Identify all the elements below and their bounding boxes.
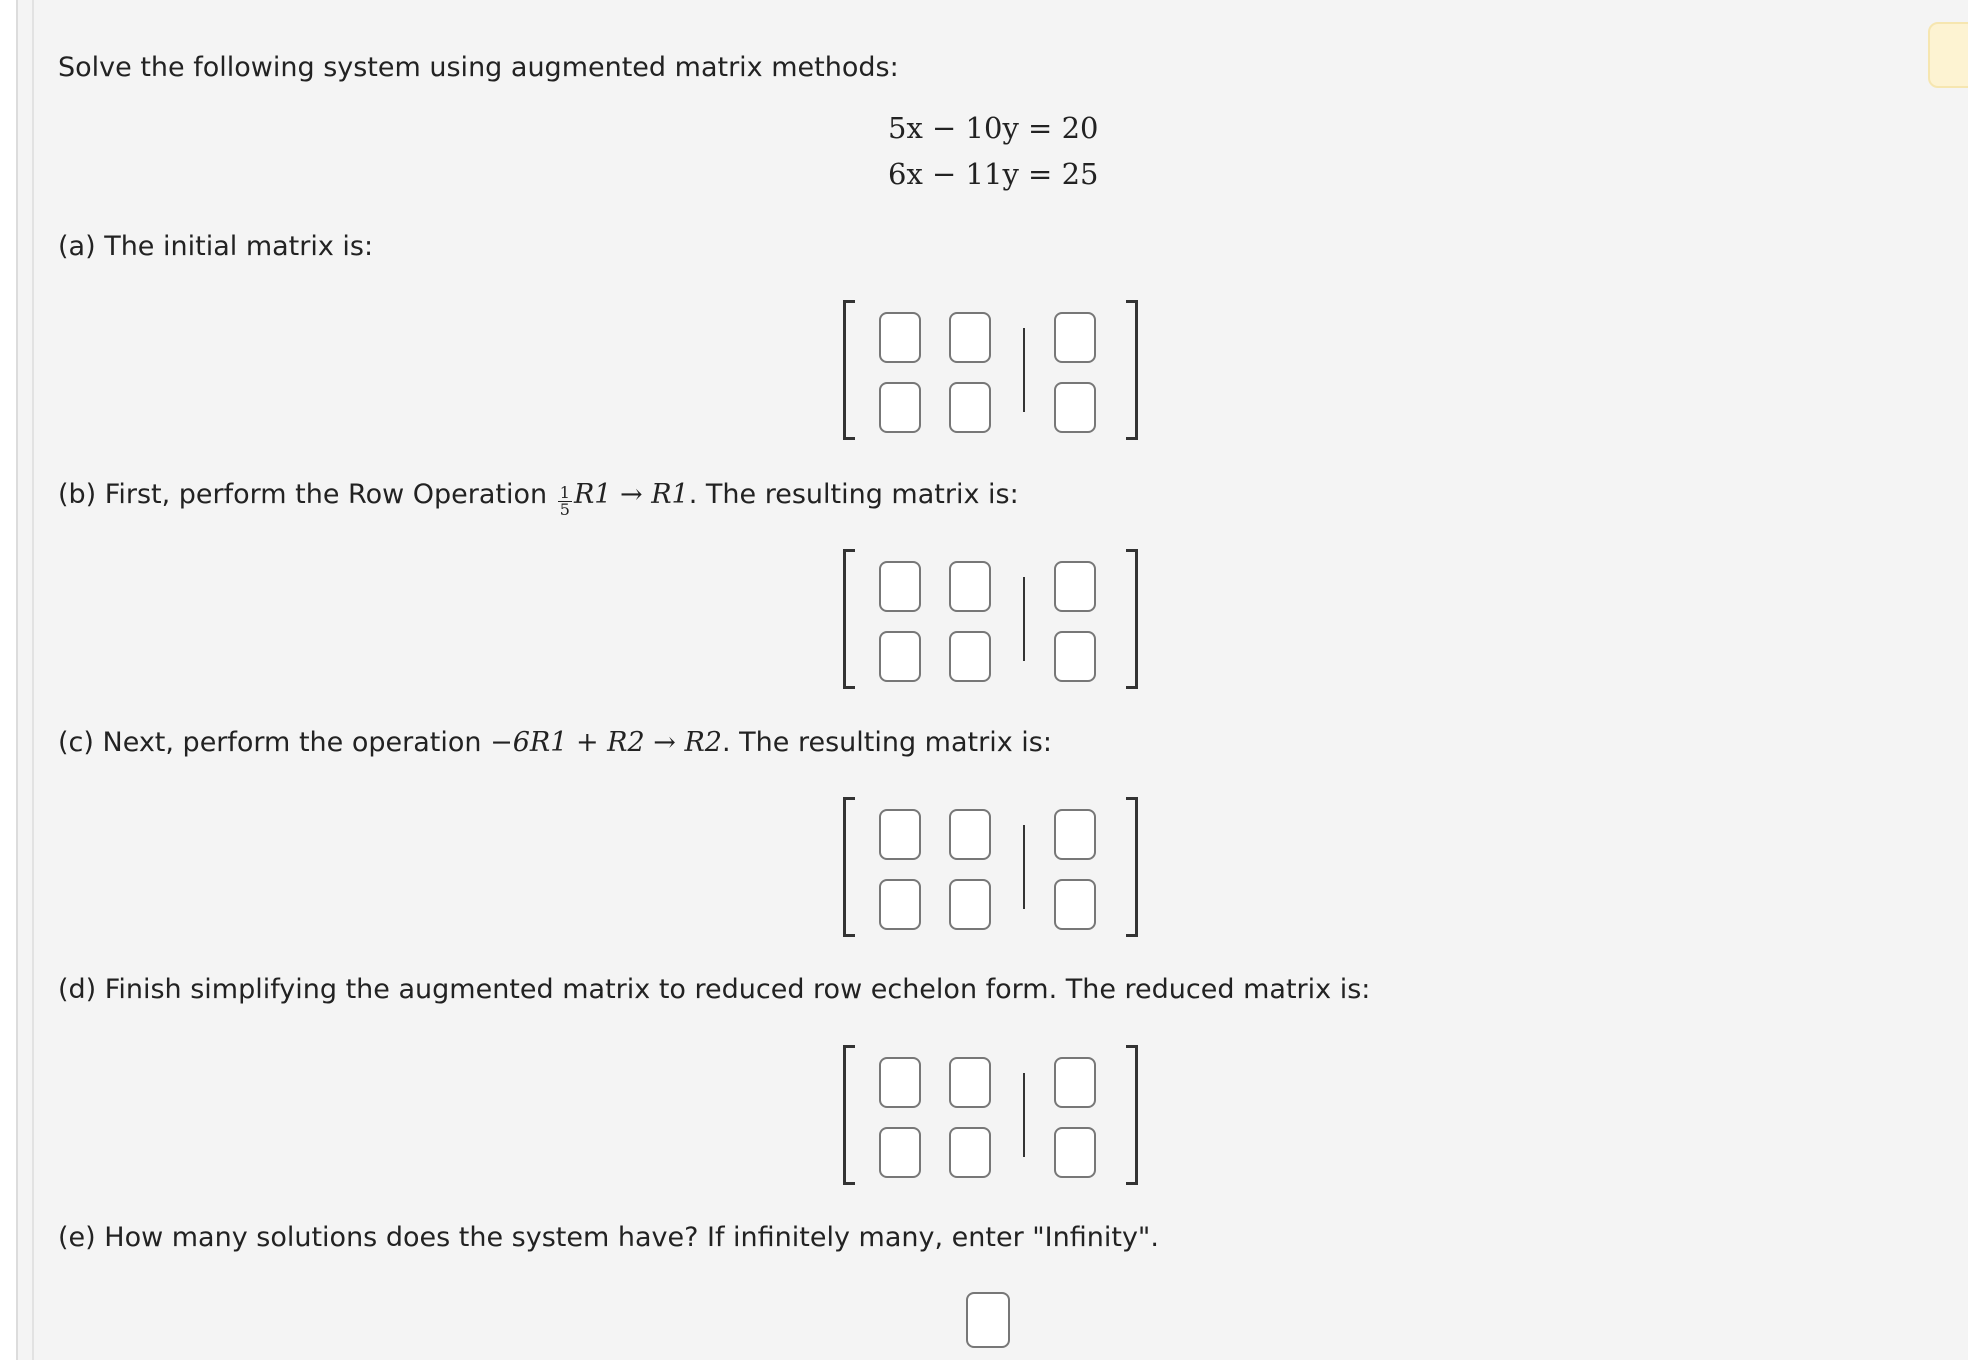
right-bracket <box>1126 549 1138 689</box>
matrix-a-r1c3-input[interactable] <box>1054 312 1096 363</box>
part-c-prefix: (c) Next, perform the operation <box>58 727 482 758</box>
part-b-operation: R1 → R1 <box>573 479 689 510</box>
augment-bar <box>1023 825 1025 909</box>
part-c-label <box>58 725 1052 761</box>
augment-bar <box>1023 577 1025 661</box>
left-margin <box>0 0 18 1360</box>
matrix-b-r1c3-input[interactable] <box>1054 561 1096 612</box>
left-bracket <box>843 797 855 937</box>
part-d-label: (d) Finish simplifying the augmented matrix to reduced row echelon form. The reduced matrix is: <box>58 974 1371 1005</box>
part-e-label: (e) How many solutions does the system have? If infinitely many, enter "Infinity". <box>58 1222 1159 1253</box>
matrix-a-r2c2-input[interactable] <box>949 382 991 433</box>
equation-1-rhs: = 20 <box>1028 111 1099 145</box>
matrix-d-r1c1-input[interactable] <box>879 1057 921 1108</box>
matrix-b-r1c2-input[interactable] <box>949 561 991 612</box>
matrix-d-r2c2-input[interactable] <box>949 1127 991 1178</box>
matrix-c-r2c3-input[interactable] <box>1054 879 1096 930</box>
left-bracket <box>843 300 855 440</box>
right-bracket <box>1126 1045 1138 1185</box>
matrix-b-r1c1-input[interactable] <box>879 561 921 612</box>
fraction-denominator: 5 <box>559 500 570 519</box>
equation-1 <box>888 110 1098 146</box>
part-b-suffix: . The resulting matrix is: <box>688 479 1019 510</box>
matrix-d-r2c1-input[interactable] <box>879 1127 921 1178</box>
augment-bar <box>1023 1073 1025 1157</box>
matrix-a-r1c2-input[interactable] <box>949 312 991 363</box>
matrix-d-r1c2-input[interactable] <box>949 1057 991 1108</box>
part-b-prefix: (b) First, perform the Row Operation <box>58 479 548 510</box>
matrix-c-r1c2-input[interactable] <box>949 809 991 860</box>
part-a-label: (a) The initial matrix is: <box>58 231 374 262</box>
matrix-b <box>843 549 1138 689</box>
matrix-d-r1c3-input[interactable] <box>1054 1057 1096 1108</box>
matrix-d <box>843 1045 1138 1185</box>
fraction <box>558 485 572 518</box>
right-bracket <box>1126 300 1138 440</box>
matrix-a <box>843 300 1138 440</box>
matrix-c-r2c1-input[interactable] <box>879 879 921 930</box>
equation-2 <box>888 156 1098 192</box>
side-tab[interactable] <box>1928 22 1968 88</box>
matrix-a-r2c3-input[interactable] <box>1054 382 1096 433</box>
matrix-b-r2c2-input[interactable] <box>949 631 991 682</box>
equation-2-rhs: = 25 <box>1028 157 1099 191</box>
matrix-a-r1c1-input[interactable] <box>879 312 921 363</box>
right-bracket <box>1126 797 1138 937</box>
matrix-c <box>843 797 1138 937</box>
equation-2-lhs: 6x − 11y <box>888 157 1019 191</box>
part-c-suffix: . The resulting matrix is: <box>721 727 1052 758</box>
matrix-d-r2c3-input[interactable] <box>1054 1127 1096 1178</box>
matrix-c-r1c3-input[interactable] <box>1054 809 1096 860</box>
fraction-numerator: 1 <box>559 483 570 502</box>
equation-1-lhs: 5x − 10y <box>888 111 1019 145</box>
matrix-c-r1c1-input[interactable] <box>879 809 921 860</box>
matrix-b-r2c1-input[interactable] <box>879 631 921 682</box>
part-c-operation: −6R1 + R2 → R2 <box>490 727 722 758</box>
matrix-b-r2c3-input[interactable] <box>1054 631 1096 682</box>
left-bracket <box>843 1045 855 1185</box>
part-b-label <box>58 477 1019 518</box>
matrix-c-r2c2-input[interactable] <box>949 879 991 930</box>
instruction-text: Solve the following system using augmented matrix methods: <box>58 52 899 83</box>
augment-bar <box>1023 328 1025 412</box>
matrix-a-r2c1-input[interactable] <box>879 382 921 433</box>
solutions-count-input[interactable] <box>966 1292 1010 1348</box>
left-bracket <box>843 549 855 689</box>
